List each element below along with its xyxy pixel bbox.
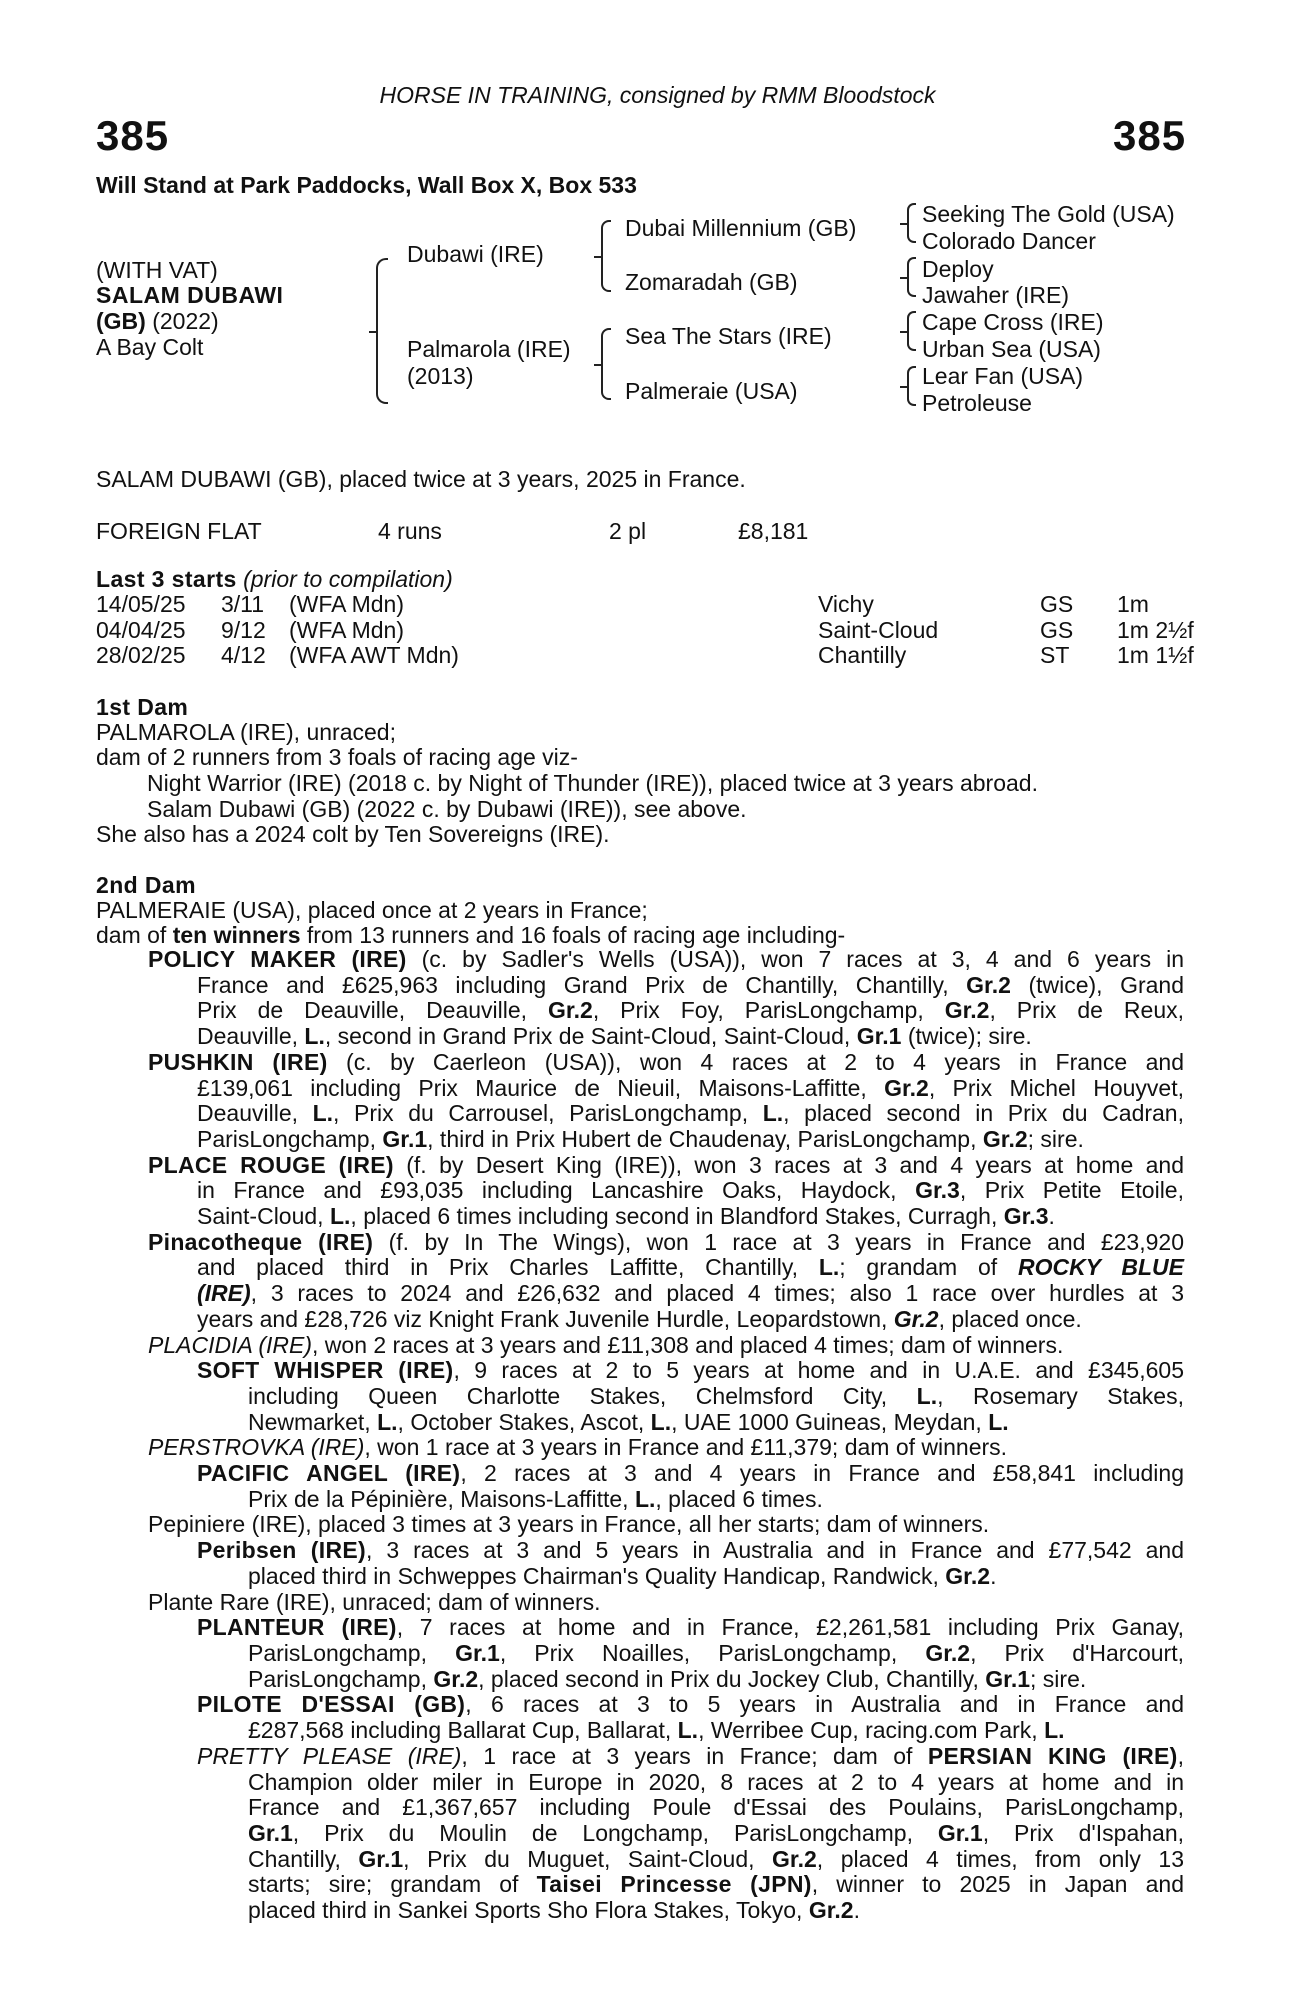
produce-line: Chantilly, Gr.1, Prix du Muguet, Saint-Cloud, Gr.2, placed 4 times, from only 13: [248, 1845, 1184, 1872]
horse-description: A Bay Colt: [96, 334, 204, 360]
produce-line: PUSHKIN (IRE) (c. by Caerleon (USA)), won 4 races at 2 to 4 years in France and: [148, 1048, 1184, 1075]
pedigree-brace-sd: [907, 257, 916, 297]
produce-line: Saint-Cloud, L., placed 6 times including second in Blandford Stakes, Curragh, Gr.3.: [197, 1203, 1055, 1230]
produce-line: PLANTEUR (IRE), 7 races at home and in France, £2,261,581 including Prix Ganay,: [197, 1614, 1184, 1641]
produce-line: Peribsen (IRE), 3 races at 3 and 5 years in Australia and in France and £77,542 and: [197, 1537, 1185, 1564]
start-going: GS: [1040, 616, 1074, 643]
pedigree-dsd: Urban Sea (USA): [922, 336, 1101, 362]
pedigree-sire-sire: Dubai Millennium (GB): [625, 215, 857, 241]
start-dist: 1m 2½f: [1117, 616, 1194, 643]
produce-line: and placed third in Prix Charles Laffitte, Chantilly, L.; grandam of ROCKY BLUE: [197, 1254, 1184, 1281]
produce-line: POLICY MAKER (IRE) (c. by Sadler's Wells (USA)), won 7 races at 3, 4 and 6 years in: [148, 946, 1185, 972]
pedigree-dam-dam: Palmeraie (USA): [625, 378, 798, 404]
produce-line: ParisLongchamp, Gr.1, third in Prix Hubert de Chaudenay, ParisLongchamp, Gr.2; sire.: [197, 1125, 1084, 1152]
produce-line: placed third in Sankei Sports Sho Flora Stakes, Tokyo, Gr.2.: [248, 1897, 860, 1924]
pedigree-brace-ss: [907, 203, 916, 243]
vat-label: (WITH VAT): [96, 257, 218, 283]
produce-line: including Queen Charlotte Stakes, Chelmsford City, L., Rosemary Stakes,: [248, 1382, 1184, 1409]
horse-year: (2022): [152, 308, 219, 334]
first-dam-title: 1st Dam: [96, 694, 189, 720]
produce-line: Pinacotheque (IRE) (f. by In The Wings), won 1 race at 3 years in France and £23,920: [148, 1228, 1184, 1255]
race-summary: SALAM DUBAWI (GB), placed twice at 3 years, 2025 in France.: [96, 466, 746, 492]
produce-line: PLACIDIA (IRE), won 2 races at 3 years and £11,308 and placed 4 times; dam of winners.: [148, 1331, 1064, 1358]
start-pos: 9/12: [221, 616, 266, 643]
stand-location: Will Stand at Park Paddocks, Wall Box X, Box 533: [96, 172, 637, 198]
start-dist: 1m: [1117, 591, 1149, 617]
produce-line: Newmarket, L., October Stakes, Ascot, L., UAE 1000 Guineas, Meydan, L.: [248, 1408, 1009, 1435]
consignment-header: HORSE IN TRAINING, consigned by RMM Bloodstock: [379, 82, 936, 108]
produce-line: ParisLongchamp, Gr.2, placed second in Prix du Jockey Club, Chantilly, Gr.1; sire.: [248, 1665, 1087, 1692]
first-dam-line: She also has a 2024 colt by Ten Sovereigns (IRE).: [96, 821, 610, 847]
first-dam-line: PALMAROLA (IRE), unraced;: [96, 719, 396, 745]
pedigree-sdd: Jawaher (IRE): [922, 282, 1069, 308]
horse-name: SALAM DUBAWI: [96, 282, 284, 308]
produce-line: £139,061 including Prix Maurice de Nieuil, Maisons-Laffitte, Gr.2, Prix Michel Houyvet,: [197, 1074, 1184, 1101]
produce-line: years and £28,726 viz Knight Frank Juvenile Hurdle, Leopardstown, Gr.2, placed once.: [197, 1305, 1082, 1332]
produce-line: in France and £93,035 including Lancashire Oaks, Haydock, Gr.3, Prix Petite Etoile,: [197, 1177, 1184, 1204]
last-starts-note: (prior to compilation): [243, 566, 453, 592]
produce-line: (IRE), 3 races to 2024 and £26,632 and placed 4 times; also 1 race over hurdles at 3: [197, 1280, 1184, 1307]
start-dist: 1m 1½f: [1117, 642, 1194, 668]
pedigree-dam: Palmarola (IRE): [407, 336, 571, 362]
pedigree-brace-ds: [907, 311, 916, 351]
pedigree-dss: Cape Cross (IRE): [922, 309, 1104, 335]
produce-records: [96, 947, 1184, 1924]
produce-line: Prix de la Pépinière, Maisons-Laffitte, L., placed 6 times.: [248, 1485, 823, 1512]
start-course: Chantilly: [818, 642, 907, 668]
lot-number-right: 385: [1113, 112, 1187, 159]
produce-line: Deauville, L., second in Grand Prix de Saint-Cloud, Saint-Cloud, Gr.1 (twice); sire.: [197, 1023, 1032, 1050]
produce-line: Prix de Deauville, Deauville, Gr.2, Prix Foy, ParisLongchamp, Gr.2, Prix de Reux,: [197, 997, 1185, 1024]
second-dam-line: dam of ten winners from 13 runners and 16 foals of racing age including-: [96, 922, 846, 948]
start-course: Saint-Cloud: [818, 616, 939, 643]
pedigree-brace-main: [376, 258, 388, 404]
start-pos: 3/11: [221, 591, 265, 617]
first-dam-line: dam of 2 runners from 3 foals of racing age viz-: [96, 744, 578, 770]
pedigree-dds: Lear Fan (USA): [922, 363, 1084, 389]
pedigree-brace-dd: [907, 366, 916, 406]
horse-origin-year: [96, 308, 219, 334]
produce-line: PERSTROVKA (IRE), won 1 race at 3 years in France and £11,379; dam of winners.: [148, 1434, 1008, 1461]
produce-line: Gr.1, Prix du Moulin de Longchamp, ParisLongchamp, Gr.1, Prix d'Ispahan,: [248, 1819, 1185, 1846]
produce-line: placed third in Schweppes Chairman's Quality Handicap, Randwick, Gr.2.: [248, 1562, 997, 1589]
start-course: Vichy: [818, 591, 874, 617]
produce-line: £287,568 including Ballarat Cup, Ballarat, L., Werribee Cup, racing.com Park, L.: [248, 1717, 1065, 1744]
pedigree-sire-dam: Zomaradah (GB): [625, 269, 798, 295]
pedigree-dam-year: (2013): [407, 363, 474, 389]
record-label: FOREIGN FLAT: [96, 518, 262, 544]
produce-line: SOFT WHISPER (IRE), 9 races at 2 to 5 years at home and in U.A.E. and £345,605: [197, 1357, 1184, 1384]
produce-line: Deauville, L., Prix du Carrousel, ParisLongchamp, L., placed second in Prix du Cadran,: [197, 1100, 1184, 1127]
produce-line: ParisLongchamp, Gr.1, Prix Noailles, ParisLongchamp, Gr.2, Prix d'Harcourt,: [248, 1639, 1184, 1666]
produce-line: France and £1,367,657 including Poule d'Essai des Poulains, ParisLongchamp,: [248, 1794, 1184, 1821]
pedigree-sss: Seeking The Gold (USA): [922, 201, 1175, 227]
produce-line: PLACE ROUGE (IRE) (f. by Desert King (IRE)), won 3 races at 3 and 4 years at home and: [148, 1151, 1184, 1178]
pedigree-brace-sire: [601, 220, 611, 292]
pedigree-brace-dam: [601, 328, 611, 400]
start-race: (WFA Mdn): [289, 616, 405, 643]
first-dam-line: Night Warrior (IRE) (2018 c. by Night of Thunder (IRE)), placed twice at 3 years abroad.: [147, 770, 1038, 796]
start-race: (WFA Mdn): [289, 591, 405, 617]
pedigree-ssd: Colorado Dancer: [922, 228, 1096, 254]
start-date: 04/04/25: [96, 616, 186, 643]
start-going: ST: [1040, 642, 1070, 668]
start-race: (WFA AWT Mdn): [289, 642, 459, 668]
produce-line: Pepiniere (IRE), placed 3 times at 3 years in France, all her starts; dam of winners.: [148, 1511, 990, 1538]
lot-number-left: 385: [96, 112, 170, 159]
pedigree-dam-sire: Sea The Stars (IRE): [625, 323, 832, 349]
pedigree-ddd: Petroleuse: [922, 390, 1032, 416]
record-earnings: £8,181: [738, 518, 809, 544]
produce-line: France and £625,963 including Grand Prix de Chantilly, Chantilly, Gr.2 (twice), Grand: [197, 971, 1184, 998]
produce-line: Plante Rare (IRE), unraced; dam of winners.: [148, 1588, 601, 1615]
pedigree-sire: Dubawi (IRE): [407, 241, 544, 267]
start-going: GS: [1040, 591, 1074, 617]
produce-line: Champion older miler in Europe in 2020, 8 races at 2 to 4 years at home and in: [248, 1768, 1184, 1795]
record-placed: 2 pl: [609, 518, 647, 544]
produce-line: starts; sire; grandam of Taisei Princesse (JPN), winner to 2025 in Japan and: [248, 1871, 1184, 1898]
record-runs: 4 runs: [378, 518, 442, 544]
second-dam-line: PALMERAIE (USA), placed once at 2 years in France;: [96, 897, 648, 923]
first-dam-line: Salam Dubawi (GB) (2022 c. by Dubawi (IRE)), see above.: [147, 796, 747, 822]
last-starts-heading: [96, 566, 453, 592]
horse-origin: (GB): [96, 308, 146, 334]
produce-line: PACIFIC ANGEL (IRE), 2 races at 3 and 4 years in France and £58,841 including: [197, 1460, 1184, 1487]
last-starts-title: Last 3 starts: [96, 566, 237, 592]
produce-line: PRETTY PLEASE (IRE), 1 race at 3 years in France; dam of PERSIAN KING (IRE),: [197, 1742, 1184, 1769]
start-pos: 4/12: [221, 642, 266, 668]
start-date: 28/02/25: [96, 642, 186, 668]
produce-line: PILOTE D'ESSAI (GB), 6 races at 3 to 5 years in Australia and in France and: [197, 1691, 1184, 1718]
second-dam-title: 2nd Dam: [96, 872, 196, 898]
start-date: 14/05/25: [96, 591, 186, 617]
pedigree-sds: Deploy: [922, 256, 994, 282]
